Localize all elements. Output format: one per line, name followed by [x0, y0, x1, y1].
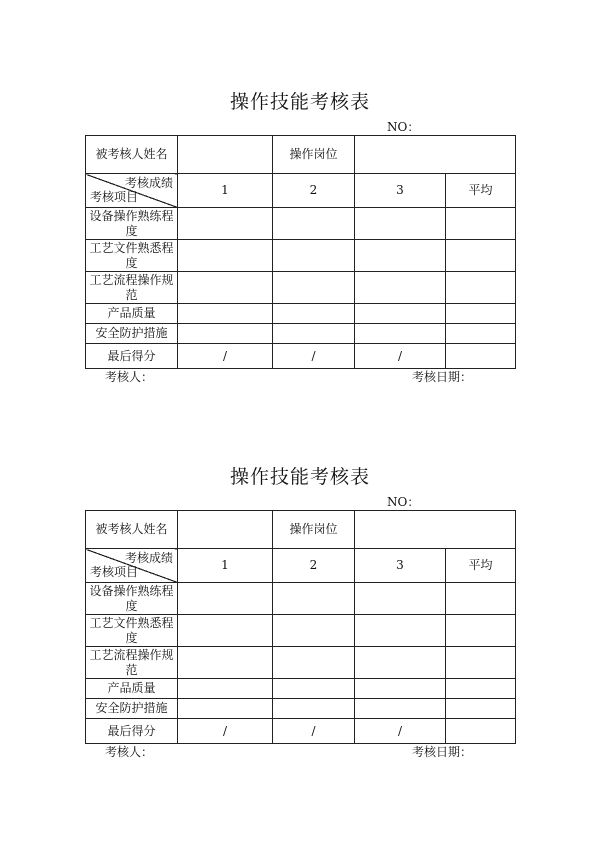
table-row-header [86, 511, 516, 549]
form-number-label: NO： [387, 495, 420, 509]
average-cell[interactable] [446, 647, 516, 679]
post-field[interactable] [355, 136, 516, 174]
form-title: 操作技能考核表 [229, 466, 370, 488]
score-cell[interactable] [355, 583, 446, 615]
score-cell[interactable] [178, 304, 273, 324]
final-average-cell[interactable] [446, 344, 516, 369]
average-cell[interactable] [446, 304, 516, 324]
assessment-date-label: 考核日期： [412, 745, 473, 759]
final-score-label: 最后得分 [86, 719, 178, 744]
final-score-cell: / [355, 719, 446, 744]
score-cell[interactable] [178, 240, 273, 272]
score-cell[interactable] [273, 583, 355, 615]
post-label: 操作岗位 [273, 511, 355, 549]
final-score-cell: / [178, 344, 273, 369]
item-label: 安全防护措施 [86, 699, 178, 719]
average-cell[interactable] [446, 324, 516, 344]
score-cell[interactable] [355, 240, 446, 272]
score-cell[interactable] [178, 615, 273, 647]
item-label: 产品质量 [86, 304, 178, 324]
post-field[interactable] [355, 511, 516, 549]
examiner-label: 考核人： [105, 370, 154, 384]
column-header-3: 3 [355, 174, 446, 208]
score-cell[interactable] [355, 699, 446, 719]
form-title: 操作技能考核表 [229, 91, 370, 113]
table-row-header [86, 136, 516, 174]
table-row [86, 699, 516, 719]
column-header-2: 2 [273, 174, 355, 208]
average-cell[interactable] [446, 699, 516, 719]
assessment-table [85, 510, 516, 744]
item-label: 设备操作熟练程度 [86, 583, 178, 615]
table-row-final [86, 719, 516, 744]
examinee-name-field[interactable] [178, 136, 273, 174]
post-label: 操作岗位 [273, 136, 355, 174]
examiner-label: 考核人： [105, 745, 154, 759]
column-header-average: 平均 [446, 549, 516, 583]
average-cell[interactable] [446, 272, 516, 304]
diagonal-item-label: 考核项目 [90, 190, 139, 204]
average-cell[interactable] [446, 583, 516, 615]
table-row [86, 272, 516, 304]
table-row [86, 208, 516, 240]
item-label: 设备操作熟练程度 [86, 208, 178, 240]
average-cell[interactable] [446, 240, 516, 272]
score-cell[interactable] [273, 679, 355, 699]
examinee-name-label: 被考核人姓名 [86, 511, 178, 549]
item-label: 工艺流程操作规范 [86, 647, 178, 679]
table-row-final [86, 344, 516, 369]
item-label: 工艺文件熟悉程度 [86, 240, 178, 272]
score-cell[interactable] [355, 615, 446, 647]
table-row [86, 240, 516, 272]
score-cell[interactable] [178, 583, 273, 615]
column-header-1: 1 [178, 174, 273, 208]
table-row [86, 615, 516, 647]
score-cell[interactable] [178, 208, 273, 240]
column-header-3: 3 [355, 549, 446, 583]
score-cell[interactable] [178, 699, 273, 719]
table-row-columns [86, 174, 516, 208]
score-cell[interactable] [355, 324, 446, 344]
score-cell[interactable] [355, 304, 446, 324]
diagonal-item-label: 考核项目 [90, 565, 139, 579]
score-cell[interactable] [355, 647, 446, 679]
examinee-name-label: 被考核人姓名 [86, 136, 178, 174]
column-header-1: 1 [178, 549, 273, 583]
assessment-form-2 [0, 463, 600, 823]
average-cell[interactable] [446, 208, 516, 240]
final-score-cell: / [273, 719, 355, 744]
table-row [86, 679, 516, 699]
assessment-table [85, 135, 516, 369]
score-cell[interactable] [355, 679, 446, 699]
item-label: 工艺文件熟悉程度 [86, 615, 178, 647]
item-label: 产品质量 [86, 679, 178, 699]
item-label: 安全防护措施 [86, 324, 178, 344]
table-row [86, 304, 516, 324]
final-score-cell: / [273, 344, 355, 369]
score-cell[interactable] [178, 272, 273, 304]
average-cell[interactable] [446, 679, 516, 699]
score-cell[interactable] [273, 699, 355, 719]
score-cell[interactable] [273, 272, 355, 304]
final-score-cell: / [178, 719, 273, 744]
assessment-date-label: 考核日期： [412, 370, 473, 384]
average-cell[interactable] [446, 615, 516, 647]
diagonal-header-cell [86, 174, 178, 208]
score-cell[interactable] [178, 647, 273, 679]
score-cell[interactable] [178, 324, 273, 344]
score-cell[interactable] [178, 679, 273, 699]
item-label: 工艺流程操作规范 [86, 272, 178, 304]
form-number-label: NO： [387, 120, 420, 134]
table-row [86, 324, 516, 344]
table-row [86, 647, 516, 679]
examinee-name-field[interactable] [178, 511, 273, 549]
final-average-cell[interactable] [446, 719, 516, 744]
score-cell[interactable] [273, 208, 355, 240]
table-row-columns [86, 549, 516, 583]
final-score-cell: / [355, 344, 446, 369]
score-cell[interactable] [355, 208, 446, 240]
column-header-average: 平均 [446, 174, 516, 208]
diagonal-header-cell [86, 549, 178, 583]
score-cell[interactable] [273, 324, 355, 344]
score-cell[interactable] [273, 240, 355, 272]
score-cell[interactable] [273, 304, 355, 324]
score-cell[interactable] [273, 615, 355, 647]
assessment-form-1 [0, 88, 600, 448]
diagonal-score-label: 考核成绩 [124, 176, 173, 190]
diagonal-score-label: 考核成绩 [124, 551, 173, 565]
score-cell[interactable] [355, 272, 446, 304]
score-cell[interactable] [273, 647, 355, 679]
column-header-2: 2 [273, 549, 355, 583]
final-score-label: 最后得分 [86, 344, 178, 369]
table-row [86, 583, 516, 615]
